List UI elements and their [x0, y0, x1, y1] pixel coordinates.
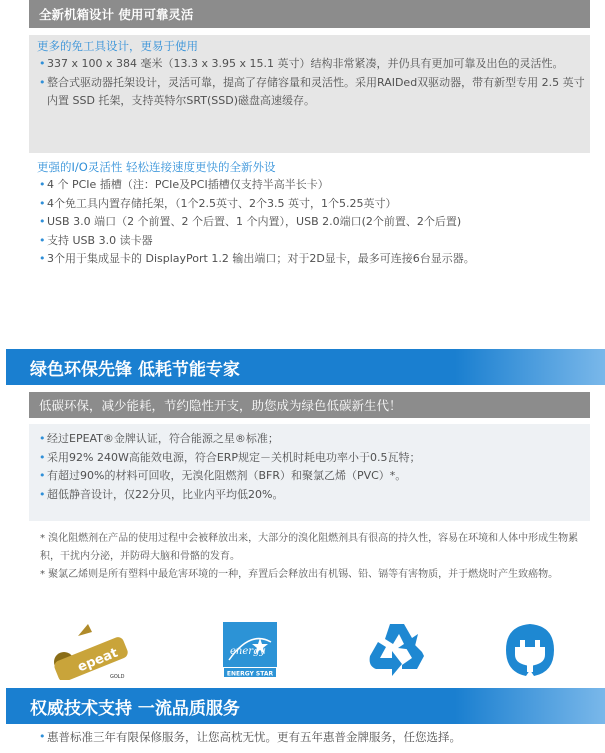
list-item: • 惠普标准三年有限保修服务，让您高枕无忧。更有五年惠普金牌服务，任您选择。: [39, 728, 590, 747]
energy-star-label: ENERGY STAR: [226, 670, 274, 678]
section-header-lowcarbon: [29, 392, 590, 418]
section-header-lowcarbon-text: 低碳环保，减少能耗，节约隐性开支，助您成为绿色低碳新生代！: [39, 398, 402, 413]
banner-green-text: 绿色环保先锋 低耗节能专家: [30, 359, 240, 380]
recycle-icon: [366, 620, 428, 678]
list-item: • USB 3.0 端口（2 个前置、2 个后置、1 个内置），USB 2.0端口(2个前置、2个后置): [39, 213, 590, 232]
chassis-feature-panel: [29, 35, 590, 153]
banner-green: [6, 349, 605, 385]
section-header-chassis: [29, 0, 590, 28]
epeat-logo-text: epeat: [75, 645, 121, 676]
list-item: • 有超过90%的材料可回收，无溴化阻燃剂（BFR）和聚氯乙烯（PVC）*。: [39, 467, 590, 486]
certification-logos: [0, 620, 605, 682]
green-list: [39, 430, 590, 504]
support-panel: [29, 728, 590, 750]
list-item: • 支持 USB 3.0 读卡器: [39, 232, 590, 251]
list-item: • 经过EPEAT®金牌认证，符合能源之星®标准；: [39, 430, 590, 449]
io-list: [39, 176, 590, 269]
epeat-logo: [50, 622, 135, 680]
epeat-icon: [50, 622, 135, 680]
footnotes: [40, 530, 588, 584]
list-item: • 4个免工具内置存储托架，（1个2.5英寸、2个3.5 英寸，1个5.25英寸）: [39, 195, 590, 214]
energy-star-script: energy: [230, 646, 266, 657]
io-feature-panel: [29, 156, 590, 326]
list-item: • 3个用于集成显卡的 DisplayPort 1.2 输出端口；对于2D显卡，最多可连接6台显示器。: [39, 250, 590, 269]
energy-star-icon: [223, 622, 277, 678]
list-item: • 4 个 PCIe 插槽（注：PCIe及PCI插槽仅支持半高半长卡）: [39, 176, 590, 195]
list-item: • 337 x 100 x 384 毫米（13.3 x 3.95 x 15.1 英寸）结构非常紧凑，并仍具有更加可靠及出色的灵活性。: [39, 55, 590, 74]
subheading-io: 更强的I/O灵活性 轻松连接速度更快的全新外设: [37, 160, 276, 174]
banner-support: [6, 688, 605, 724]
footnote: * 溴化阻燃剂在产品的使用过程中会被释放出来，大部分的溴化阻燃剂具有很高的持久性，容易在环境和人体中形成生物累积，干扰内分泌，并防碍大脑和骨骼的发育。: [40, 533, 579, 562]
recycle-logo: [366, 620, 428, 678]
banner-support-text: 权威技术支持 一流品质服务: [30, 698, 240, 719]
support-list: [39, 728, 590, 747]
energy-star-logo: [223, 622, 277, 678]
list-item: • 整合式驱动器托架设计，灵活可靠，提高了存储容量和灵活性。采用RAIDed双驱动器，带有新型专用 2.5 英寸内置 SSD 托架，支持英特尔SRT(SSD)磁盘高速缓存。: [39, 74, 590, 111]
green-feature-panel: [29, 424, 590, 521]
subheading-tool-free: 更多的免工具设计，更易于使用: [37, 39, 198, 53]
plug-leaf-icon: [500, 620, 560, 680]
epeat-logo-sub: GOLD: [110, 674, 125, 680]
footnote: * 聚氯乙烯则是所有塑料中最危害环境的一种，弃置后会释放出有机锡、铅、镉等有害物质，并于燃烧时产生致癌物。: [40, 569, 559, 580]
section-header-chassis-text: 全新机箱设计 使用可靠灵活: [39, 7, 194, 22]
tool-free-list: [39, 55, 590, 111]
list-item: • 超低静音设计，仅22分贝，比业内平均低20%。: [39, 486, 590, 505]
power-plug-logo: [500, 620, 560, 680]
list-item: • 采用92% 240W高能效电源，符合ERP规定－关机时耗电功率小于0.5瓦特；: [39, 449, 590, 468]
